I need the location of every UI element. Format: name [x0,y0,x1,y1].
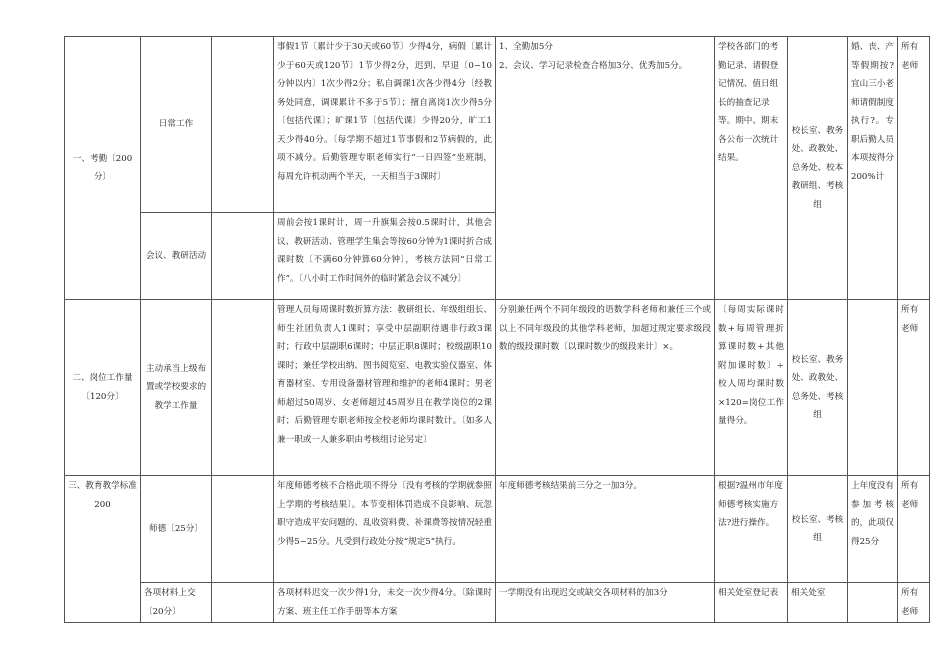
method-materials: 相关处室登记表 [715,583,788,623]
rule-post: 管理人员每周课时数折算方法：教研组长、年级组组长、师生社团负责人1课时；享受中层副职待遇非行政3课时；行政中层副职6课时；中层正职8课时；校级副职10课时；兼任学校出纳、图书阅览室、电教实验仪器室、体育器材室、专用设备器材管理和维护的老师4课时；男老师超过50周岁、女老师超过45周岁且在教学岗位的2课时；后勤管理专职老师按全校老师均课时数计。〔如多人兼一职或一人兼多职由考核组讨论另定〕 [274,300,496,476]
method-attendance: 学校各部门的考勤记录、请假登记情况、值日组长的抽查记录等。期中、期末各公布一次统计结果。 [715,37,788,300]
item-label: 日常工作 [158,119,194,130]
evaluation-table [64,36,930,623]
dept-ethics: 校长室、考核组 [788,476,848,583]
category-post: 二、岗位工作量〔120分〕 [65,300,141,476]
dept-materials: 相关处室 [788,583,848,623]
bonus-attendance: 1、全勤加5分 2、会议、学习记录检查合格加3分、优秀加5分。 [496,37,715,300]
table-row-attendance-daily [65,37,930,213]
rule-materials: 各项材料迟交一次少得1分，未交一次少得4分。〔除课时方案、班主任工作手册等本方案 [274,583,496,623]
blank-cell [212,583,274,623]
blank-cell [212,476,274,583]
blank-cell [212,37,274,213]
table-row-materials [65,583,930,623]
item-daily-work [141,37,212,213]
scope-materials: 所有老师 [898,583,930,623]
rule-meeting: 周前会按1课时计，周一升旗集会按0.5课时计，其他会议、教研活动、管理学生集会等按60分钟为1课时折合成课时数〔不满60分钟算60分钟〕，考核方法同“日常工作”。〔八小时工作时间外的临时紧急会议不减分〕 [274,213,496,300]
scope-ethics: 所有老师 [898,476,930,583]
note-materials [848,583,898,623]
item-materials: 各项材料上交〔20分〕 [141,583,212,623]
dept-attendance: 校长室、教务处、政教处、总务处、校本教研组、考核组 [788,37,848,300]
table-row-ethics [65,476,930,583]
category-label: 一、考勤〔200分〕 [72,153,133,182]
method-post: 〔每周实际课时数+每周管理折算课时数+其他附加课时数〕÷校人周均课时数×120=岗位工作量得分。 [715,300,788,476]
blank-cell [212,300,274,476]
item-post: 主动承当上级布置或学校要求的教学工作量 [141,300,212,476]
bonus-ethics: 年度师德考核结果前三分之一加3分。 [496,476,715,583]
category-teaching: 三、教育教学标准 200 [65,476,141,623]
rule-daily-work: 事假1节〔累计少于30天或60节〕少得4分，病假〔累计少于60天或120节〕1节少得2分，迟到、早退〔0~10分钟以内〕1次少得2分；私自调课1次各少得4分〔经教务处同意，调课累计不多于5节〕；擅自离岗1次少得5分〔包括代课〕；旷课1节〔包括代课〕少得20分，旷工1天少得40分。〔每学期不超过1节事假和2节病假的，此项不减分。后勤管理专职老师实行“一日四签”坐班制，每周允许机动两个半天，一天相当于3课时〕 [274,37,496,213]
bonus-post: 分别兼任两个不同年级段的语数学科老师和兼任三个或以上不同年级段的其他学科老师，加超过规定要求级段数的级段课时数〔以课时数少的级段来计〕×。 [496,300,715,476]
bonus-materials: 一学期没有出现迟交或缺交各项材料的加3分 [496,583,715,623]
scope-attendance: 所有老师 [898,37,930,300]
note-attendance: 婚、丧、产等假期按?宜山三小老师请假制度执行?。专职后勤人员本项按得分200%计 [848,37,898,300]
note-ethics: 上年度没有参加考核的，此项仅得25分 [848,476,898,583]
blank-cell [212,213,274,300]
dept-post: 校长室、教务处、政教处、总务处、考核组 [788,300,848,476]
note-post [848,300,898,476]
rule-ethics: 年度师德考核不合格此项不得分〔没有考核的学期就参照上学期的考核结果〕。本节变相体罚造成不良影响、玩忽职守造成平安问题的、乱收资料费、补课费等按情况轻重少得5~25分。凡受到行政处分按“规定5”执行。 [274,476,496,583]
item-meeting [141,213,212,300]
item-label: 会议、教研活动 [145,250,207,261]
scope-post: 所有老师 [898,300,930,476]
table-row-post [65,300,930,476]
method-ethics: 根据?温州市年度师德考核实施方法?进行操作。 [715,476,788,583]
item-ethics: 师德〔25分〕 [141,476,212,583]
category-attendance [65,37,141,300]
